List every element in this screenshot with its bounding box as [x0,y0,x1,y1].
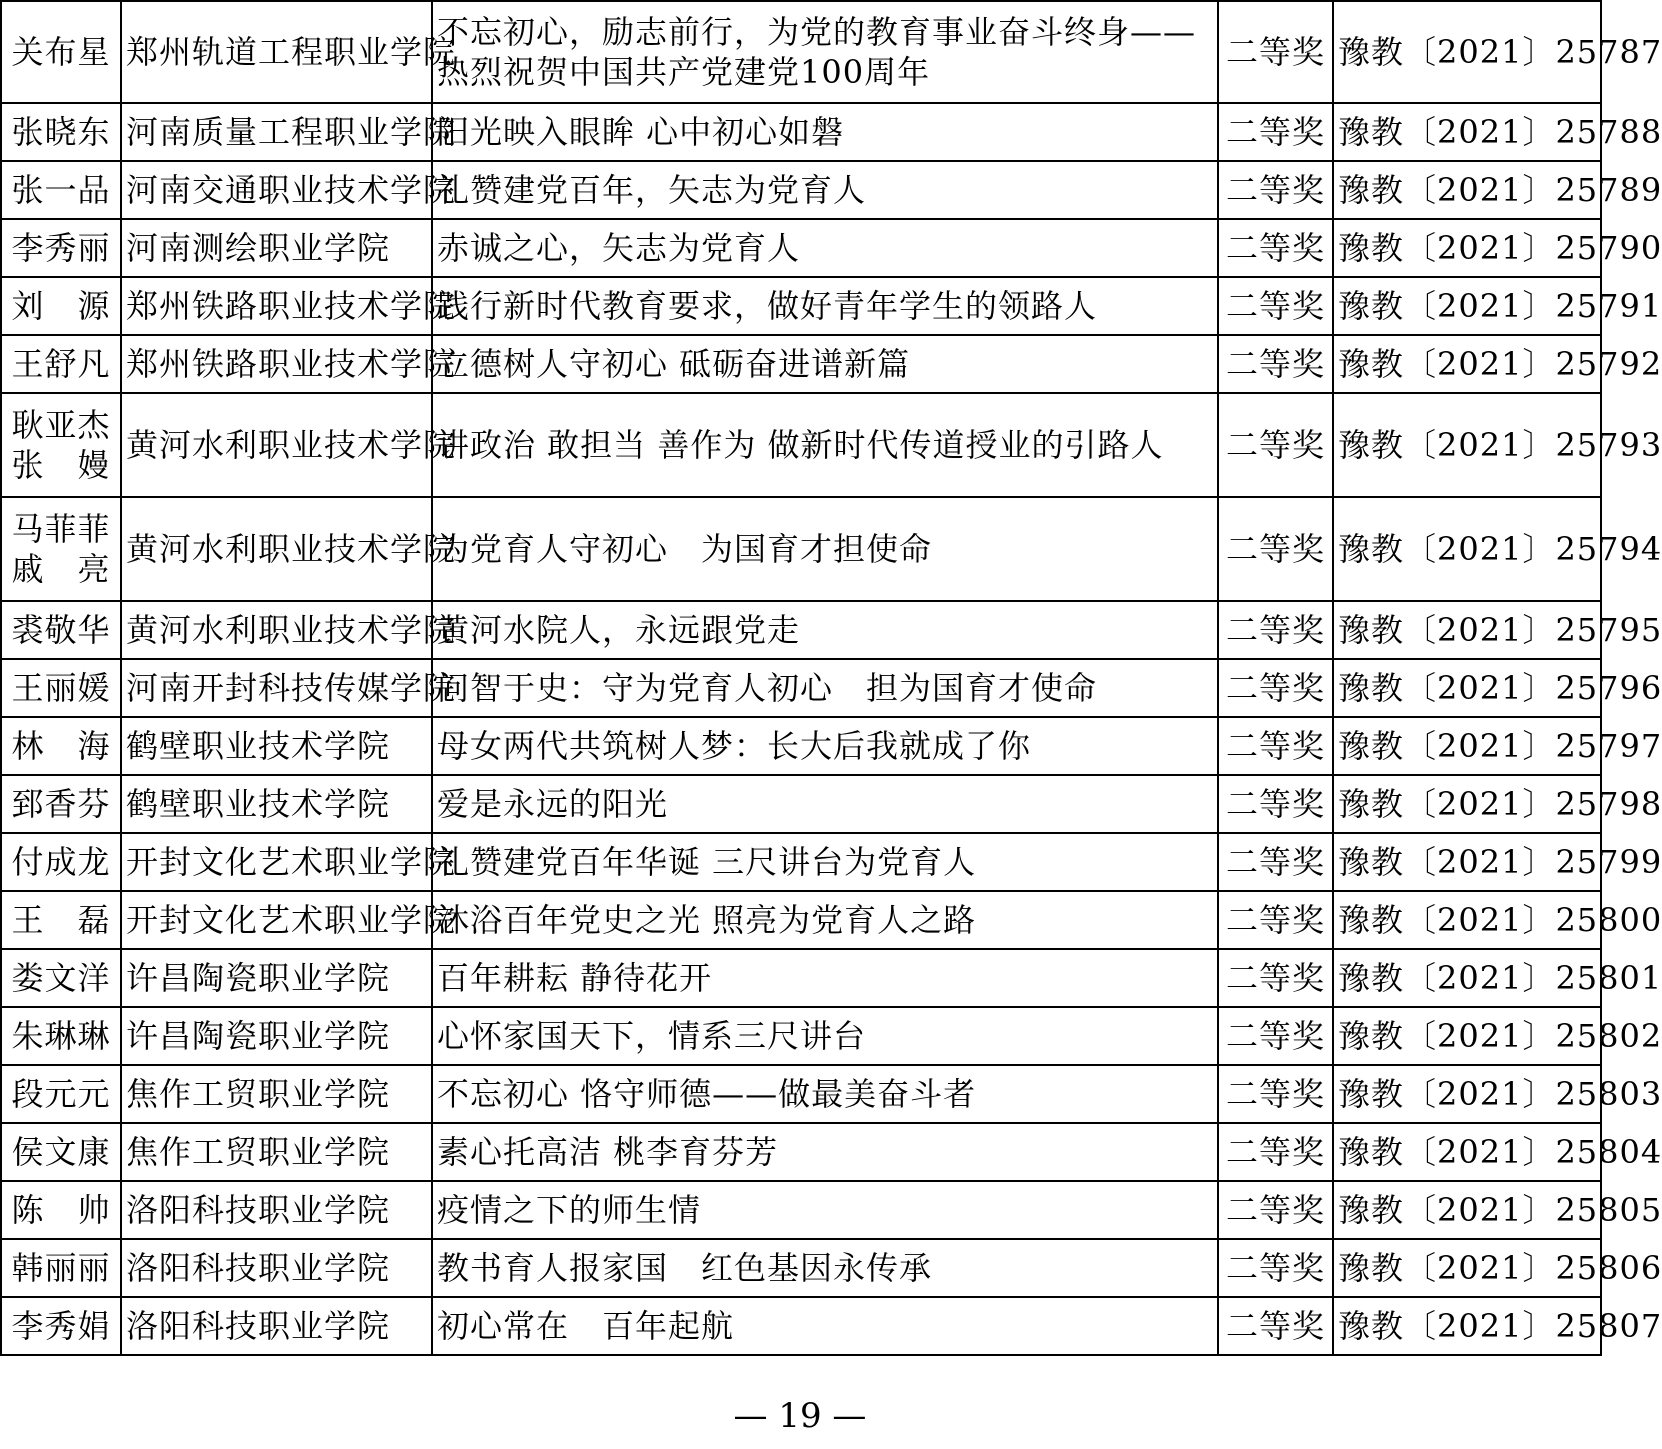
cell-name [1,219,121,277]
cell-title: 为党育人守初心 为国育才担使命 [432,497,1218,601]
cell-name [1,1065,121,1123]
cell-name [1,833,121,891]
cell-school: 许昌陶瓷职业学院 [121,949,432,1007]
author-name: 韩丽丽 [11,1249,111,1287]
table-row [1,601,1601,659]
cell-name [1,1123,121,1181]
cell-school: 许昌陶瓷职业学院 [121,1007,432,1065]
cell-award: 二等奖 [1218,601,1333,659]
author-name: 王丽媛 [11,669,111,707]
cell-title: 讲政治 敢担当 善作为 做新时代传道授业的引路人 [432,393,1218,497]
cell-award: 二等奖 [1218,1181,1333,1239]
cell-award: 二等奖 [1218,1065,1333,1123]
table-row [1,833,1601,891]
cell-award: 二等奖 [1218,1007,1333,1065]
cell-doc-number: 豫教〔2021〕25787 [1333,1,1601,103]
author-name: 林 海 [11,727,111,765]
cell-award: 二等奖 [1218,335,1333,393]
cell-school: 洛阳科技职业学院 [121,1239,432,1297]
cell-doc-number: 豫教〔2021〕25790 [1333,219,1601,277]
author-name: 戚 亮 [11,550,111,588]
table-row [1,1,1601,103]
author-name: 裘敬华 [11,611,111,649]
cell-title: 百年耕耘 静待花开 [432,949,1218,1007]
cell-name [1,659,121,717]
cell-title: 沐浴百年党史之光 照亮为党育人之路 [432,891,1218,949]
cell-award: 二等奖 [1218,775,1333,833]
cell-name [1,1297,121,1355]
cell-school: 郑州铁路职业技术学院 [121,277,432,335]
cell-doc-number: 豫教〔2021〕25794 [1333,497,1601,601]
cell-award: 二等奖 [1218,1297,1333,1355]
table-row [1,335,1601,393]
cell-doc-number: 豫教〔2021〕25800 [1333,891,1601,949]
table-row [1,161,1601,219]
cell-doc-number: 豫教〔2021〕25793 [1333,393,1601,497]
cell-school: 洛阳科技职业学院 [121,1297,432,1355]
cell-doc-number: 豫教〔2021〕25802 [1333,1007,1601,1065]
cell-name [1,601,121,659]
author-name: 朱琳琳 [11,1017,111,1055]
cell-name [1,891,121,949]
table-row [1,891,1601,949]
cell-award: 二等奖 [1218,833,1333,891]
cell-title: 初心常在 百年起航 [432,1297,1218,1355]
cell-school: 河南交通职业技术学院 [121,161,432,219]
cell-doc-number: 豫教〔2021〕25804 [1333,1123,1601,1181]
cell-doc-number: 豫教〔2021〕25789 [1333,161,1601,219]
cell-school: 开封文化艺术职业学院 [121,891,432,949]
author-name: 关布星 [11,33,111,71]
table-row [1,949,1601,1007]
table-row [1,393,1601,497]
cell-doc-number: 豫教〔2021〕25796 [1333,659,1601,717]
cell-doc-number: 豫教〔2021〕25807 [1333,1297,1601,1355]
cell-name [1,1181,121,1239]
cell-school: 焦作工贸职业学院 [121,1123,432,1181]
cell-school: 鹤壁职业技术学院 [121,775,432,833]
cell-name [1,161,121,219]
cell-title: 赤诚之心，矢志为党育人 [432,219,1218,277]
cell-name [1,103,121,161]
cell-doc-number: 豫教〔2021〕25801 [1333,949,1601,1007]
author-name: 娄文洋 [11,959,111,997]
table-row [1,1065,1601,1123]
cell-award: 二等奖 [1218,103,1333,161]
author-name: 段元元 [11,1075,111,1113]
table-row [1,497,1601,601]
cell-doc-number: 豫教〔2021〕25795 [1333,601,1601,659]
cell-name [1,1,121,103]
cell-title: 爱是永远的阳光 [432,775,1218,833]
author-name: 马菲菲 [11,510,111,548]
cell-doc-number: 豫教〔2021〕25792 [1333,335,1601,393]
page-number: — 19 — [733,1396,867,1436]
cell-name [1,497,121,601]
table-row [1,1239,1601,1297]
cell-name [1,775,121,833]
cell-school: 鹤壁职业技术学院 [121,717,432,775]
author-name: 张 嫚 [11,446,111,484]
table-row [1,219,1601,277]
cell-doc-number: 豫教〔2021〕25806 [1333,1239,1601,1297]
cell-name [1,393,121,497]
cell-title: 问智于史：守为党育人初心 担为国育才使命 [432,659,1218,717]
cell-award: 二等奖 [1218,219,1333,277]
cell-award: 二等奖 [1218,393,1333,497]
cell-school: 郑州轨道工程职业学院 [121,1,432,103]
cell-school: 河南开封科技传媒学院 [121,659,432,717]
cell-title: 不忘初心，励志前行，为党的教育事业奋斗终身——热烈祝贺中国共产党建党100周年 [432,1,1218,103]
cell-school: 河南测绘职业学院 [121,219,432,277]
author-name: 王 磊 [11,901,111,939]
cell-title: 心怀家国天下，情系三尺讲台 [432,1007,1218,1065]
cell-award: 二等奖 [1218,497,1333,601]
author-name: 陈 帅 [11,1191,111,1229]
cell-name [1,1239,121,1297]
cell-doc-number: 豫教〔2021〕25788 [1333,103,1601,161]
cell-school: 黄河水利职业技术学院 [121,393,432,497]
table-row [1,1181,1601,1239]
cell-award: 二等奖 [1218,717,1333,775]
author-name: 李秀娟 [11,1307,111,1345]
cell-doc-number: 豫教〔2021〕25797 [1333,717,1601,775]
table-row [1,277,1601,335]
cell-title: 阳光映入眼眸 心中初心如磐 [432,103,1218,161]
cell-school: 焦作工贸职业学院 [121,1065,432,1123]
cell-name [1,717,121,775]
cell-title: 立德树人守初心 砥砺奋进谱新篇 [432,335,1218,393]
cell-school: 郑州铁路职业技术学院 [121,335,432,393]
cell-name [1,335,121,393]
award-table-body [1,1,1662,1355]
cell-title: 素心托高洁 桃李育芬芳 [432,1123,1218,1181]
cell-name [1,1007,121,1065]
cell-school: 河南质量工程职业学院 [121,103,432,161]
cell-title: 践行新时代教育要求，做好青年学生的领路人 [432,277,1218,335]
cell-award: 二等奖 [1218,949,1333,1007]
author-name: 侯文康 [11,1133,111,1171]
table-row [1,1297,1601,1355]
cell-doc-number: 豫教〔2021〕25803 [1333,1065,1601,1123]
author-name: 张一品 [11,171,111,209]
cell-school: 黄河水利职业技术学院 [121,601,432,659]
table-row [1,717,1601,775]
cell-doc-number: 豫教〔2021〕25798 [1333,775,1601,833]
cell-name [1,949,121,1007]
cell-doc-number: 豫教〔2021〕25799 [1333,833,1601,891]
cell-title: 不忘初心 恪守师德——做最美奋斗者 [432,1065,1218,1123]
cell-award: 二等奖 [1218,161,1333,219]
table-row [1,659,1601,717]
cell-title: 母女两代共筑树人梦：长大后我就成了你 [432,717,1218,775]
cell-award: 二等奖 [1218,277,1333,335]
table-row [1,1007,1601,1065]
cell-award: 二等奖 [1218,1,1333,103]
author-name: 刘 源 [11,287,111,325]
cell-title: 疫情之下的师生情 [432,1181,1218,1239]
table-row [1,775,1601,833]
cell-doc-number: 豫教〔2021〕25805 [1333,1181,1601,1239]
cell-doc-number: 豫教〔2021〕25791 [1333,277,1601,335]
author-name: 付成龙 [11,843,111,881]
cell-award: 二等奖 [1218,1123,1333,1181]
author-name: 李秀丽 [11,229,111,267]
author-name: 郅香芬 [11,785,111,823]
author-name: 张晓东 [11,113,111,151]
cell-award: 二等奖 [1218,659,1333,717]
author-name: 耿亚杰 [11,406,111,444]
cell-school: 黄河水利职业技术学院 [121,497,432,601]
cell-name [1,277,121,335]
cell-school: 洛阳科技职业学院 [121,1181,432,1239]
cell-title: 教书育人报家国 红色基因永传承 [432,1239,1218,1297]
table-row [1,1123,1601,1181]
table-row [1,103,1601,161]
cell-award: 二等奖 [1218,891,1333,949]
cell-title: 黄河水院人，永远跟党走 [432,601,1218,659]
author-name: 王舒凡 [11,345,111,383]
cell-award: 二等奖 [1218,1239,1333,1297]
cell-title: 礼赞建党百年，矢志为党育人 [432,161,1218,219]
cell-school: 开封文化艺术职业学院 [121,833,432,891]
cell-title: 礼赞建党百年华诞 三尺讲台为党育人 [432,833,1218,891]
